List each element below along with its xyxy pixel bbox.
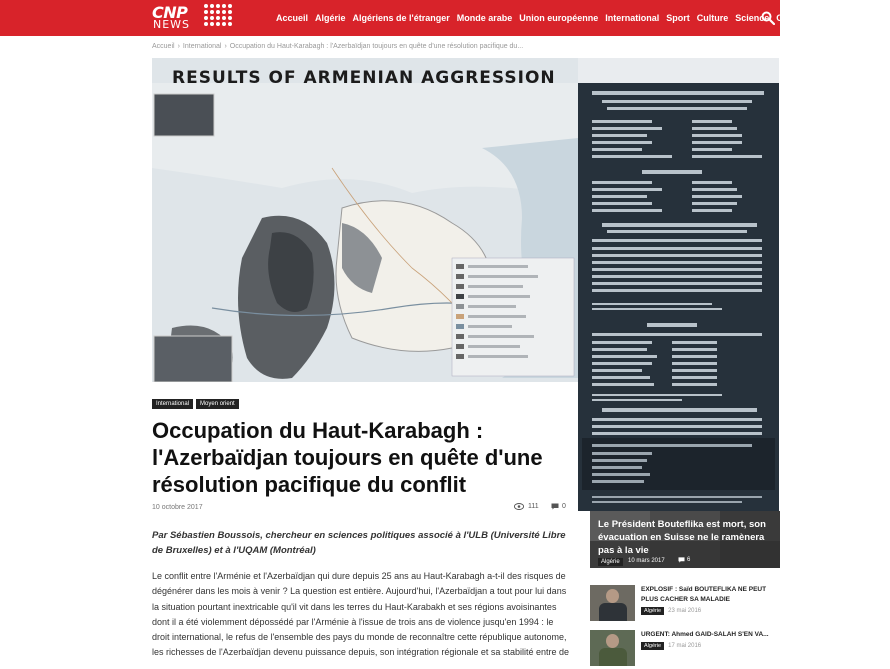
breadcrumb-item-current: Occupation du Haut-Karabagh : l'Azerbaïdjan toujours en quête d'une résolution pacifique du... bbox=[229, 43, 524, 50]
comment-count[interactable] bbox=[551, 503, 566, 510]
sidebar-post[interactable] bbox=[590, 630, 780, 669]
sidebar-post-meta bbox=[641, 607, 701, 615]
nav-item-sport[interactable]: Sport bbox=[666, 13, 690, 23]
sidebar-post-date: 17 mai 2016 bbox=[668, 643, 702, 649]
nav-item-science[interactable]: Science bbox=[735, 13, 770, 23]
article-title: Occupation du Haut-Karabagh : l'Azerbaïdjan toujours en quête d'une résolution pacifique du conflit bbox=[152, 418, 543, 497]
nav-item-algeriens-etranger[interactable]: Algériens de l'étranger bbox=[352, 13, 450, 23]
featured-post-title[interactable]: Le Président Bouteflika est mort, son évacuation en Suisse ne le ramènera pas à la vie bbox=[598, 519, 766, 556]
featured-post-tag[interactable]: Algérie bbox=[598, 558, 623, 566]
sidebar-post-meta bbox=[641, 642, 701, 650]
nav-item-union-europeenne[interactable]: Union européenne bbox=[519, 13, 599, 23]
featured-post-comment-count: 6 bbox=[687, 557, 691, 563]
view-count bbox=[514, 503, 539, 510]
logo-dots-icon bbox=[204, 4, 232, 26]
comment-icon bbox=[551, 503, 559, 510]
image-title: RESULTS OF ARMENIAN AGGRESSION bbox=[172, 68, 556, 88]
nav-item-algerie[interactable]: Algérie bbox=[315, 13, 346, 23]
nav-item-accueil[interactable]: Accueil bbox=[276, 13, 309, 23]
comment-count-value: 0 bbox=[562, 503, 566, 510]
article-body: Le conflit entre l'Arménie et l'Azerbaïdjan qui dure depuis 25 ans au Haut-Karabagh a-t-il des risques de dégénérer dans les mois à venir ? La question est entière. Aujourd'hui, l'Azerbaïdjan a tout pour lui dans la situation pourtant inextricable qu'il vit dans les terres du Haut-Karabakh et ses régions avoisinantes dont il a été violemment dépossédé par l'Arménie à l'issue de trois ans de violence jusqu'en 1994 : le droit international, le refus de l'ensemble des pays du monde de reconnaître cette république autonome, les richesses de l'Azerbaïdjan devenu puissance depuis, son intégration régionale et sa stabilité entre de bbox=[152, 571, 569, 658]
sidebar-post-thumbnail[interactable] bbox=[590, 585, 635, 621]
sidebar-post-title[interactable]: EXPLOSIF : Saïd BOUTEFLIKA NE PEUT PLUS CACHER SA MALADIE bbox=[641, 586, 767, 603]
nav-item-international[interactable]: International bbox=[605, 13, 660, 23]
sidebar-post-title[interactable]: URGENT: Ahmed GAID-SALAH S'EN VA... bbox=[641, 631, 769, 638]
breadcrumb-item-home[interactable]: Accueil bbox=[152, 43, 175, 50]
sidebar-post-tag[interactable]: Algérie bbox=[641, 642, 664, 650]
article-byline: Par Sébastien Boussois, chercheur en sciences politiques associé à l'ULB (Université Libre de Bruxelles) et à l'UQAM (Montréal) bbox=[152, 530, 566, 556]
sidebar-post-tag[interactable]: Algérie bbox=[641, 607, 664, 615]
top-nav-bar bbox=[0, 0, 836, 36]
logo-subtext: NEWS bbox=[153, 18, 191, 31]
featured-post-comments bbox=[678, 557, 690, 563]
site-logo[interactable] bbox=[152, 3, 248, 33]
category-tag[interactable]: Moyen orient bbox=[196, 399, 239, 409]
sidebar-post-thumbnail[interactable] bbox=[590, 630, 635, 666]
breadcrumb bbox=[152, 43, 523, 50]
sidebar-post[interactable] bbox=[590, 585, 780, 635]
breadcrumb-separator: › bbox=[177, 43, 180, 50]
nav-item-culture[interactable]: Culture bbox=[696, 13, 729, 23]
sidebar-post-date: 23 mai 2016 bbox=[668, 608, 702, 614]
sidebar-featured-post[interactable] bbox=[590, 511, 780, 568]
breadcrumb-item-category[interactable]: International bbox=[182, 43, 222, 50]
featured-post-date: 10 mars 2017 bbox=[628, 558, 665, 564]
logo-text: CNP bbox=[152, 3, 188, 22]
breadcrumb-separator: › bbox=[224, 43, 227, 50]
comment-icon bbox=[678, 557, 685, 563]
main-nav bbox=[276, 0, 836, 36]
category-tags bbox=[152, 399, 239, 409]
search-icon[interactable] bbox=[761, 11, 775, 25]
nav-item-carte-blanche[interactable]: Carte blanche bbox=[776, 13, 836, 23]
category-tag[interactable]: International bbox=[152, 399, 193, 409]
view-count-value: 111 bbox=[528, 503, 539, 510]
nav-item-monde-arabe[interactable]: Monde arabe bbox=[456, 13, 513, 23]
article-date: 10 octobre 2017 bbox=[152, 504, 203, 511]
eye-icon bbox=[514, 503, 524, 510]
